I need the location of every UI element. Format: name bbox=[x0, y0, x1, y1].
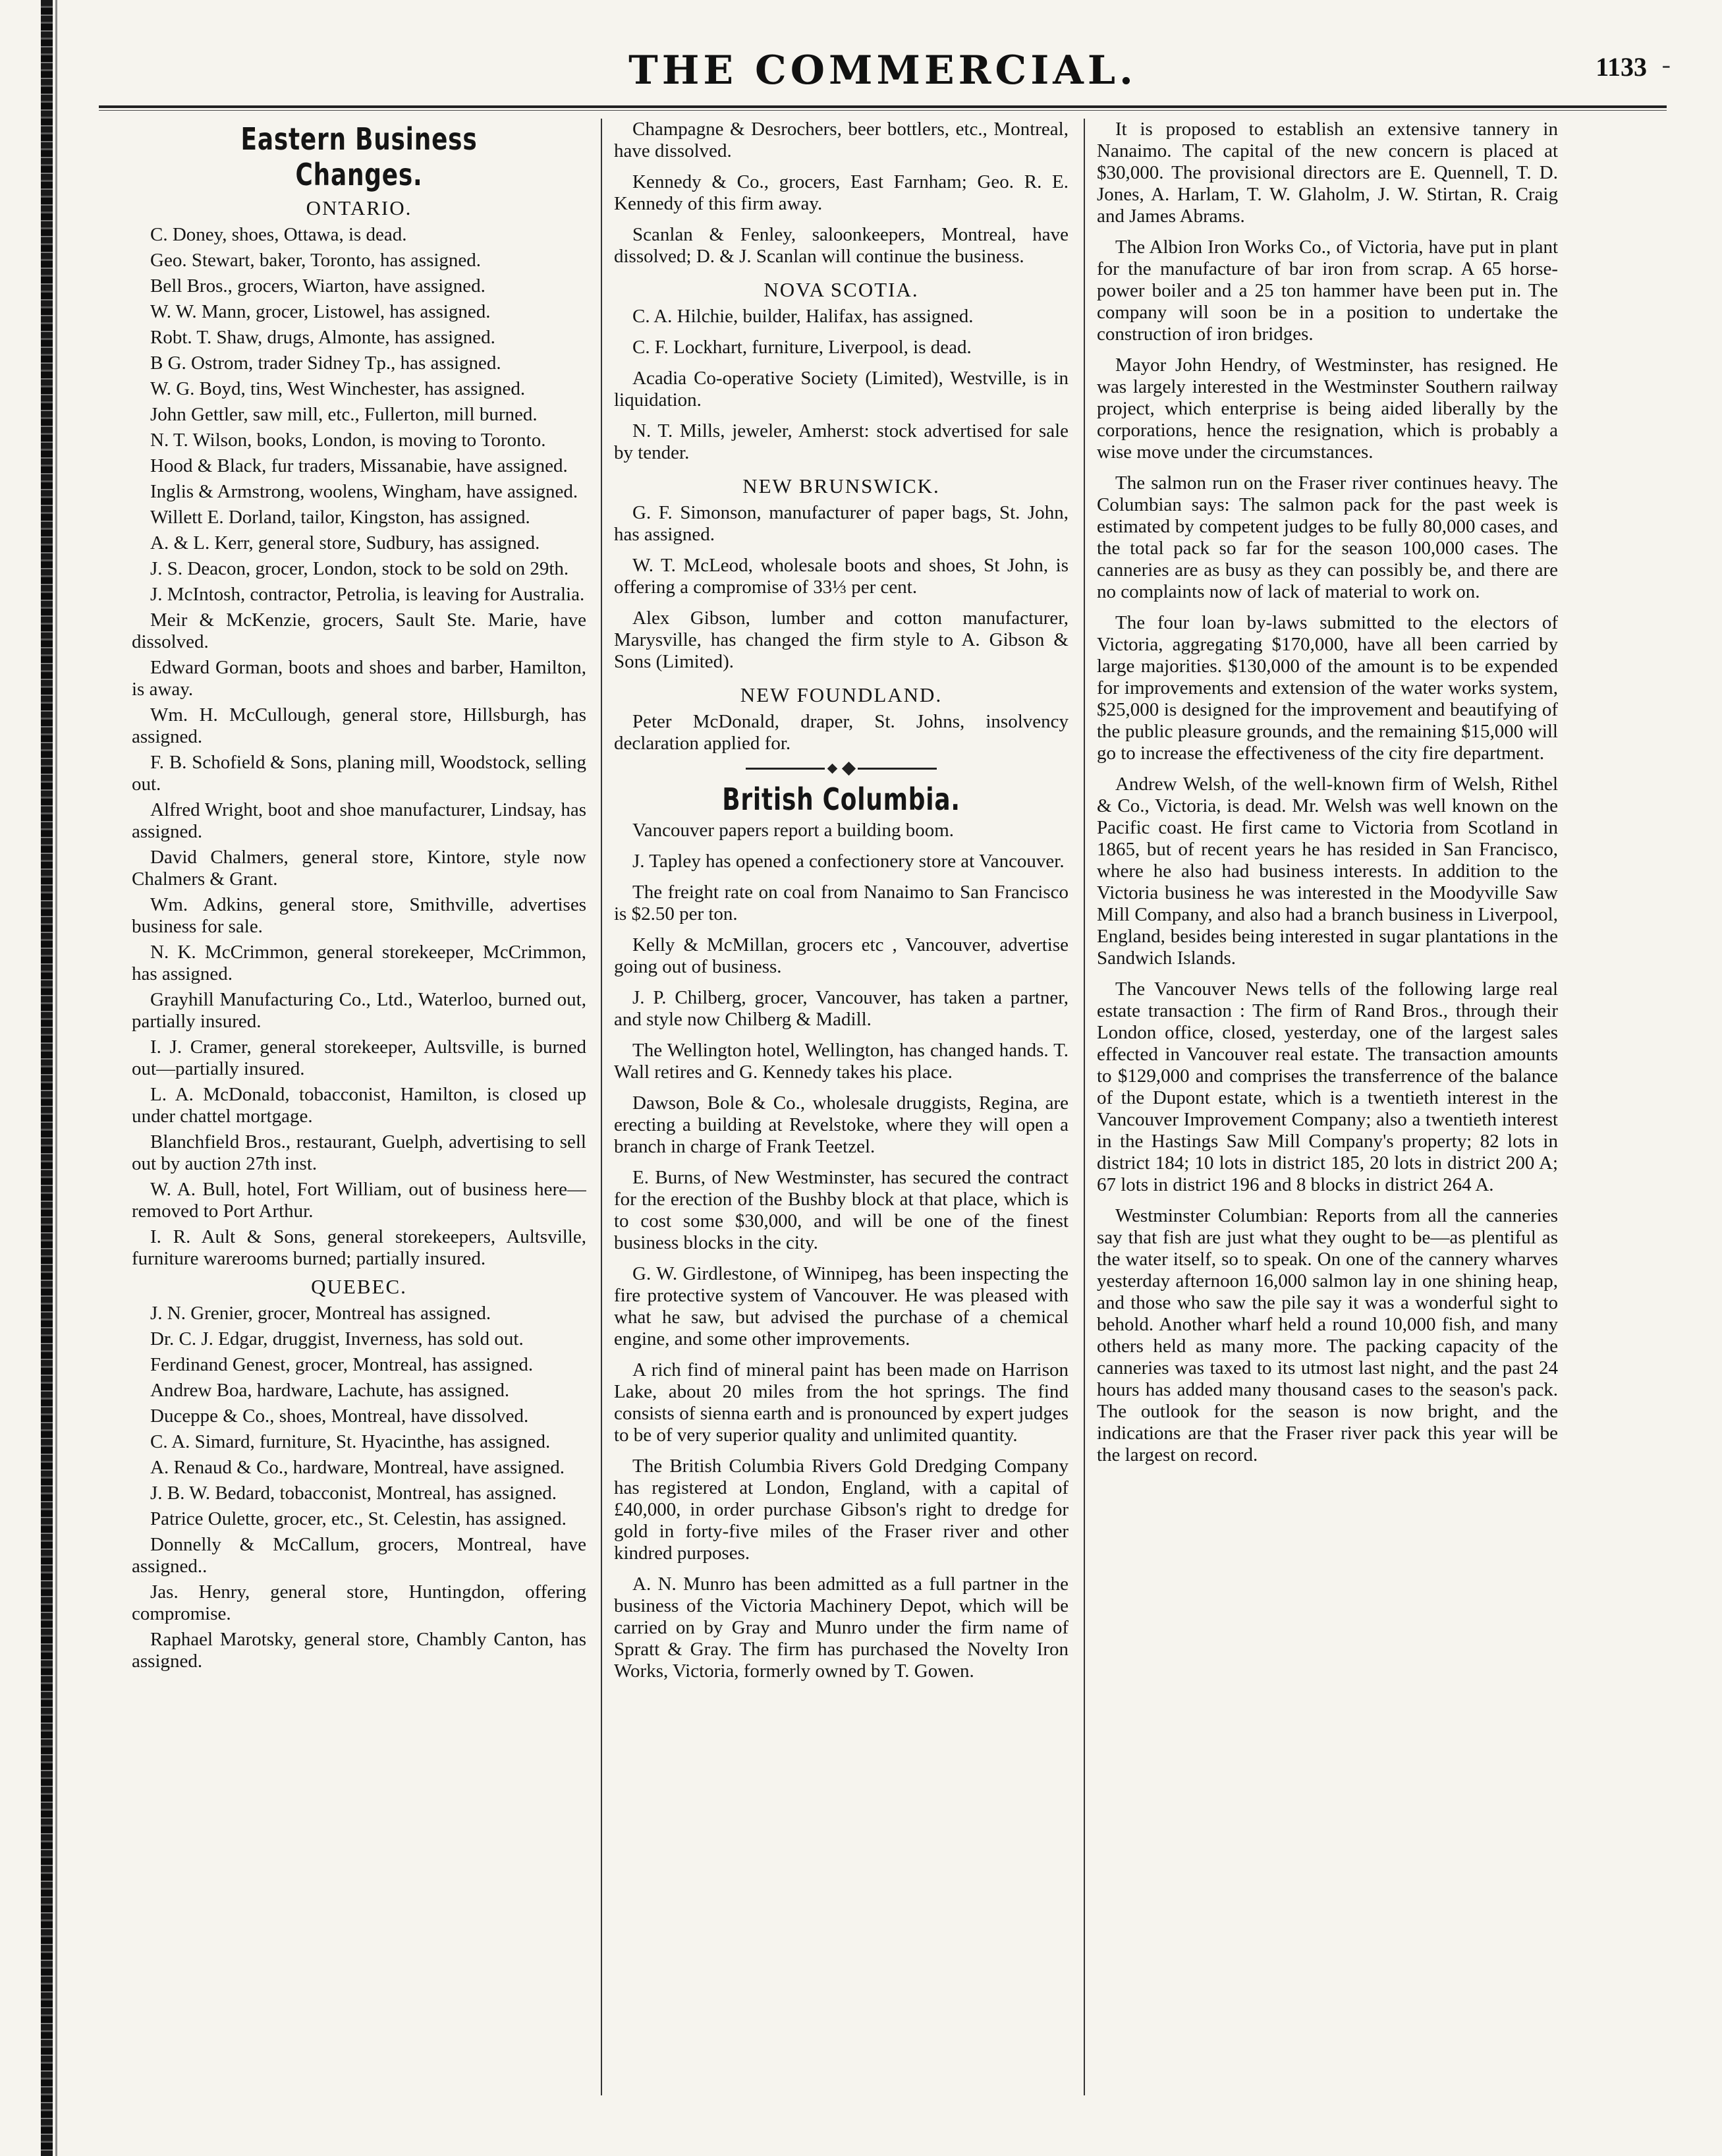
separator-ornament bbox=[842, 762, 856, 776]
news-item: Mayor John Hendry, of Westminster, has resigned. He was largely interested in the Westminster Southern railway project, which enterprise is being aided liberally by the corporations, hence the resignation, which is probably a wise move under the circumstances. bbox=[1097, 355, 1558, 463]
separator-line bbox=[858, 768, 937, 770]
region-subheading: NEW FOUNDLAND. bbox=[740, 683, 943, 706]
news-item: Vancouver papers report a building boom. bbox=[632, 820, 955, 841]
news-item: Jas. Henry, general store, Huntingdon, offering compromise. bbox=[132, 1581, 586, 1624]
header-rule bbox=[99, 105, 1667, 108]
news-item: The Wellington hotel, Wellington, has changed hands. T. Wall retires and G. Kennedy takes his place. bbox=[614, 1040, 1069, 1083]
news-item: The salmon run on the Fraser river continues heavy. The Columbian says: The salmon pack for the past week is estimated by competent judges to be fully 80,000 cases, and the total pack so far for the season 100,000 cases. The canneries are as busy as they can possibly be, and there are no complaints now of lack of material to work on. bbox=[1097, 472, 1558, 602]
section-heading: British Columbia. bbox=[722, 781, 960, 817]
news-item: Westminster Columbian: Reports from all the canneries say that fish are just what they ought to be—as plentiful as the water itself, so to speak. On one of the cannery wharves yesterday afternoon 16,000 salmon lay in one shining heap, and those who saw the pile say it was a wonderful sight to behold. Another wharf held a round 10,000 fish, and many others held as many more. The packing capacity of the canneries was taxed to its utmost last night, and the past 24 hours has added many thousand cases to the season's pack. The outlook for the season is now bright, and the indications are that the Fraser river pack this year will be the largest on record. bbox=[1097, 1205, 1558, 1465]
news-item: Kennedy & Co., grocers, East Farnham; Geo. R. E. Kennedy of this firm away. bbox=[614, 171, 1069, 214]
news-item: C. Doney, shoes, Ottawa, is dead. bbox=[150, 224, 407, 245]
news-item: Ferdinand Genest, grocer, Montreal, has assigned. bbox=[150, 1354, 534, 1375]
news-item: N. T. Mills, jeweler, Amherst: stock advertised for sale by tender. bbox=[614, 420, 1069, 463]
news-item: Edward Gorman, boots and shoes and barber, Hamilton, is away. bbox=[132, 657, 586, 700]
news-item: J. P. Chilberg, grocer, Vancouver, has taken a partner, and style now Chilberg & Madill. bbox=[614, 987, 1069, 1030]
news-item: Robt. T. Shaw, drugs, Almonte, has assigned. bbox=[150, 327, 495, 348]
news-item: J. S. Deacon, grocer, London, stock to be sold on 29th. bbox=[150, 558, 569, 579]
news-item: I. R. Ault & Sons, general storekeepers, Aultsville, furniture warerooms burned; partially insured. bbox=[132, 1226, 586, 1269]
page-binding-edge bbox=[55, 0, 57, 2156]
news-item: J. McIntosh, contractor, Petrolia, is leaving for Australia. bbox=[150, 584, 585, 605]
news-item: W. A. Bull, hotel, Fort William, out of business here—removed to Port Arthur. bbox=[132, 1179, 586, 1222]
news-item: A. & L. Kerr, general store, Sudbury, has assigned. bbox=[150, 532, 540, 553]
news-item: F. B. Schofield & Sons, planing mill, Woodstock, selling out. bbox=[132, 752, 586, 795]
news-item: Wm. H. McCullough, general store, Hillsburgh, has assigned. bbox=[132, 704, 586, 747]
news-item: Duceppe & Co., shoes, Montreal, have dissolved. bbox=[150, 1405, 529, 1427]
news-item: The four loan by-laws submitted to the electors of Victoria, aggregating $170,000, have all been carried by large majorities. $130,000 of the amount is to be expended for improvements and extension of the water works system, $25,000 is designed for the improvement and beautifying of the public pleasure grounds, and the remaining $15,000 will go to increase the effectiveness of the city fire department. bbox=[1097, 612, 1558, 764]
news-item: The freight rate on coal from Nanaimo to San Francisco is $2.50 per ton. bbox=[614, 882, 1069, 924]
news-item: I. J. Cramer, general storekeeper, Aultsville, is burned out—partially insured. bbox=[132, 1036, 586, 1079]
news-item: Hood & Black, fur traders, Missanabie, have assigned. bbox=[150, 455, 568, 476]
header-rule-thin bbox=[99, 110, 1667, 111]
news-item: C. F. Lockhart, furniture, Liverpool, is dead. bbox=[632, 337, 972, 358]
news-item: Wm. Adkins, general store, Smithville, advertises business for sale. bbox=[132, 894, 586, 937]
news-item: Andrew Boa, hardware, Lachute, has assigned. bbox=[150, 1380, 510, 1401]
column-divider-1 bbox=[601, 119, 602, 2095]
news-item: N. K. McCrimmon, general storekeeper, McCrimmon, has assigned. bbox=[132, 942, 586, 984]
news-item: W. W. Mann, grocer, Listowel, has assigned. bbox=[150, 301, 491, 322]
news-item: It is proposed to establish an extensive tannery in Nanaimo. The capital of the new concern is placed at $30,000. The provisional directors are E. Quennell, T. D. Jones, A. Harlam, T. W. Glaholm, J. W. Stirtan, R. Craig and James Abrams. bbox=[1097, 119, 1558, 227]
separator-line bbox=[746, 768, 825, 770]
column-1 bbox=[132, 119, 586, 2109]
region-subheading: ONTARIO. bbox=[306, 196, 412, 219]
section-heading: Eastern Business Changes. bbox=[240, 121, 478, 192]
news-item: A. Renaud & Co., hardware, Montreal, have assigned. bbox=[150, 1457, 565, 1478]
news-item: C. A. Hilchie, builder, Halifax, has assigned. bbox=[632, 306, 974, 327]
news-item: J. B. W. Bedard, tobacconist, Montreal, has assigned. bbox=[150, 1483, 557, 1504]
news-item: Geo. Stewart, baker, Toronto, has assigned. bbox=[150, 250, 482, 271]
news-item: Donnelly & McCallum, grocers, Montreal, have assigned.. bbox=[132, 1534, 586, 1577]
news-item: Andrew Welsh, of the well-known firm of Welsh, Rithel & Co., Victoria, is dead. Mr. Welsh was well known on the Pacific coast. He first came to Victoria from Scotland in 1865, but of recent years he has resided in San Francisco, where he also had business interests. In addition to the Victoria business he was interested in the Moodyville Saw Mill Company, and also had a branch business in Liverpool, England, besides being interested in sugar plantations in the Sandwich Islands. bbox=[1097, 774, 1558, 969]
region-subheading: QUEBEC. bbox=[311, 1275, 407, 1298]
news-item: Grayhill Manufacturing Co., Ltd., Waterloo, burned out, partially insured. bbox=[132, 989, 586, 1032]
news-item: W. T. McLeod, wholesale boots and shoes, St John, is offering a compromise of 33⅓ per cent. bbox=[614, 555, 1069, 598]
news-item: Acadia Co-operative Society (Limited), Westville, is in liquidation. bbox=[614, 368, 1069, 411]
news-item: C. A. Simard, furniture, St. Hyacinthe, has assigned. bbox=[150, 1431, 551, 1452]
news-item: J. N. Grenier, grocer, Montreal has assigned. bbox=[150, 1303, 491, 1324]
news-item: E. Burns, of New Westminster, has secured the contract for the erection of the Bushby block at that place, which is to cost some $30,000, and will be one of the finest business blocks in the city. bbox=[614, 1167, 1069, 1253]
news-item: B G. Ostrom, trader Sidney Tp., has assigned. bbox=[150, 353, 501, 374]
news-item: The British Columbia Rivers Gold Dredging Company has registered at London, England, with a capital of £40,000, in order purchase Gibson's right to dredge for gold in forty-five miles of the Fraser river and other kindred purposes. bbox=[614, 1456, 1069, 1564]
news-item: A rich find of mineral paint has been made on Harrison Lake, about 20 miles from the hot springs. The find consists of sienna earth and is pronounced by expert judges to be of very superior quality and unlimited quantity. bbox=[614, 1359, 1069, 1446]
news-item: Patrice Oulette, grocer, etc., St. Celestin, has assigned. bbox=[150, 1508, 567, 1529]
separator-ornament bbox=[827, 764, 838, 774]
news-item: Meir & McKenzie, grocers, Sault Ste. Marie, have dissolved. bbox=[132, 610, 586, 652]
section-separator bbox=[614, 764, 1069, 774]
news-item: John Gettler, saw mill, etc., Fullerton, mill burned. bbox=[150, 404, 538, 425]
news-item: Champagne & Desrochers, beer bottlers, etc., Montreal, have dissolved. bbox=[614, 119, 1069, 161]
column-2 bbox=[614, 119, 1069, 2109]
news-item: Dr. C. J. Edgar, druggist, Inverness, has sold out. bbox=[150, 1328, 524, 1349]
news-item: A. N. Munro has been admitted as a full partner in the business of the Victoria Machinery Depot, which will be carried on by Gray and Munro under the firm name of Spratt & Gray. The firm has purchased the Novelty Iron Works, Victoria, formerly owned by T. Gowen. bbox=[614, 1574, 1069, 1682]
news-item: Raphael Marotsky, general store, Chambly Canton, has assigned. bbox=[132, 1629, 586, 1672]
news-item: Blanchfield Bros., restaurant, Guelph, advertising to sell out by auction 27th inst. bbox=[132, 1131, 586, 1174]
column-divider-2 bbox=[1084, 119, 1085, 2095]
region-subheading: NOVA SCOTIA. bbox=[764, 278, 919, 301]
news-item: G. F. Simonson, manufacturer of paper bags, St. John, has assigned. bbox=[614, 502, 1069, 545]
news-item: David Chalmers, general store, Kintore, style now Chalmers & Grant. bbox=[132, 847, 586, 890]
news-item: W. G. Boyd, tins, West Winchester, has assigned. bbox=[150, 378, 526, 399]
news-item: Inglis & Armstrong, woolens, Wingham, have assigned. bbox=[150, 481, 578, 502]
page-number-dash: - bbox=[1661, 49, 1671, 79]
news-item: Alfred Wright, boot and shoe manufacturer, Lindsay, has assigned. bbox=[132, 799, 586, 842]
news-item: Kelly & McMillan, grocers etc , Vancouver, advertise going out of business. bbox=[614, 934, 1069, 977]
news-item: The Albion Iron Works Co., of Victoria, have put in plant for the manufacture of bar iron from scrap. A 65 horse-power boiler and a 25 ton hammer have been put in. The company will soon be in a position to undertake the construction of iron bridges. bbox=[1097, 237, 1558, 345]
page-binding bbox=[41, 0, 53, 2156]
masthead bbox=[99, 43, 1671, 96]
news-item: N. T. Wilson, books, London, is moving to Toronto. bbox=[150, 430, 546, 451]
column-3 bbox=[1097, 119, 1558, 2109]
region-subheading: NEW BRUNSWICK. bbox=[742, 474, 940, 497]
news-item: Scanlan & Fenley, saloonkeepers, Montreal, have dissolved; D. & J. Scanlan will continue the business. bbox=[614, 224, 1069, 267]
news-item: Peter McDonald, draper, St. Johns, insolvency declaration applied for. bbox=[614, 711, 1069, 754]
page-number: 1133 bbox=[1596, 52, 1647, 82]
news-item: J. Tapley has opened a confectionery store at Vancouver. bbox=[632, 851, 1065, 872]
news-item: The Vancouver News tells of the following large real estate transaction : The firm of Rand Bros., through their London office, closed, yesterday, one of the largest sales effected in Vancouver real estate. The transaction amounts to $129,000 and comprises the transferrence of the balance of the Dupont estate, which is a twentieth interest in the Vancouver Improvement Company; also a twentieth interest in the Hastings Saw Mill Company's property; 82 lots in district 184; 10 lots in district 185, 20 lots in district 200 A; 67 lots in district 196 and 8 blocks in district 264 A. bbox=[1097, 979, 1558, 1195]
news-item: G. W. Girdlestone, of Winnipeg, has been inspecting the fire protective system of Vancouver. He was pleased with what he saw, but advised the purchase of a chemical engine, and some other improvements. bbox=[614, 1263, 1069, 1349]
news-item: Bell Bros., grocers, Wiarton, have assigned. bbox=[150, 275, 486, 297]
news-item: Alex Gibson, lumber and cotton manufacturer, Marysville, has changed the firm style to A. Gibson & Sons (Limited). bbox=[614, 608, 1069, 672]
newspaper-title: THE COMMERCIAL. bbox=[628, 47, 1137, 94]
news-item: Willett E. Dorland, tailor, Kingston, has assigned. bbox=[150, 507, 530, 528]
news-item: Dawson, Bole & Co., wholesale druggists, Regina, are erecting a building at Revelstoke, where they will open a branch in charge of Frank Teetzel. bbox=[614, 1092, 1069, 1157]
news-item: L. A. McDonald, tobacconist, Hamilton, is closed up under chattel mortgage. bbox=[132, 1084, 586, 1127]
